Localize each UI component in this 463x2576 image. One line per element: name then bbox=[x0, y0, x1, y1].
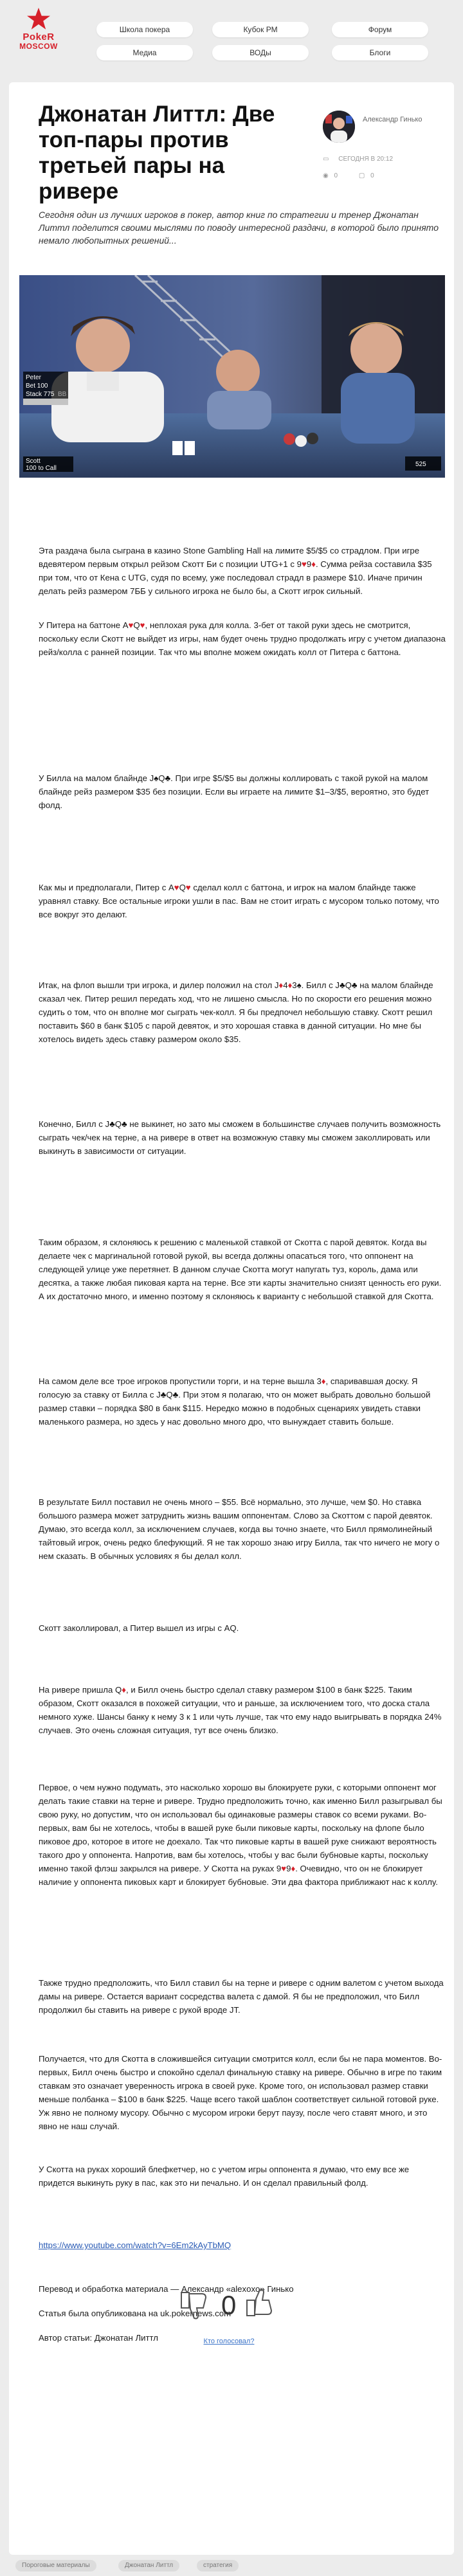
poker-table-photo-image bbox=[19, 275, 445, 478]
paragraph-12: Первое, о чем нужно подумать, это насколько хорошо вы блокируете руки, с которыми оппонент мог делать такие ставки на терне и ривере. Трудно предположить точно, как именно Билл разыгрывал бы свою руку, но допустим, что он использовал бы одинаковые размеры ставок со всеми руками. Во-первых, вам бы не хотелось, чтобы в вашей руке были пиковые карты, поскольку на флопе было пиковое дро, которое в итоге не доехало. Так что пиковые карты в вашей руке снижают вероятность такого дро у оппонента. Напротив, вам бы хотелось, чтобы у вас были бубновые карты, поскольку именно такой флэш закрылся на ривере. У Скотта на руках 9♥9♦. Очевидно, что он не блокирует наличие у оппонента пиковых карт и блокирует бубновые. Эти два фактора приближают нас к коллу. bbox=[39, 1783, 442, 1887]
hud-player1-stack: Stack 775 bbox=[26, 391, 55, 398]
paragraph-7: Таким образом, я склоняюсь к решению с маленькой ставкой от Скотта с парой девяток. Когда вы делаете чек с маргинальной готовой рукой, вы всегда должны опасаться того, что оппонент на следующей улице уже перетянет. В данном случае Скотта могут напугать туз, король, дама или десятка, а также любая пиковая карта на терне. Все эти карты значительно снизят ценность его руки. А их достаточно много, и именно поэтому я склоняюсь к варианту с небольшой ставкой для Скотта. bbox=[39, 1238, 442, 1301]
paragraph-8: На самом деле все трое игроков пропустили торги, и на терне вышла 3♦, спаривавшая доску. Я голосую за ставку от Билла с J♣Q♣. При этом я полагаю, что он может выбрать довольно большой размер ставки – порядка $80 в банк $115. Нередко можно в подобных сценариях увидеть ставки маленького размера, но здесь у нас довольно много дро, что вынуждает ставить больше. bbox=[39, 1376, 431, 1427]
tag-3[interactable]: стратегия bbox=[197, 2560, 239, 2571]
tag-1[interactable]: Пороговые материалы bbox=[15, 2560, 96, 2571]
logo-text-line2: MOSCOW bbox=[19, 42, 58, 51]
credits-translation: Перевод и обработка материала — Александр «alexoxo» Гинько bbox=[39, 2284, 294, 2294]
nav-poker-school[interactable]: Школа покера bbox=[96, 22, 193, 37]
hud-player2-name: Scott bbox=[26, 458, 41, 465]
paragraph-3: У Билла на малом блайнде J♠Q♣. При игре $5/$5 вы должны коллировать с такой рукой на малом блайнде рейз размером $35 без позиции. Если вы играете на лимите $1–3/$5, вероятно, это будет фолд. bbox=[39, 773, 430, 810]
thumbs-down-icon[interactable] bbox=[177, 2290, 210, 2321]
author-avatar[interactable] bbox=[323, 111, 355, 143]
nav-blogs[interactable]: Блоги bbox=[332, 45, 428, 60]
vote-count: 0 bbox=[221, 2290, 237, 2320]
thumbs-up-icon[interactable] bbox=[243, 2287, 275, 2318]
paragraph-2: У Питера на баттоне A♥Q♥, неплохая рука для колла. 3-бет от такой руки здесь не смотрится, поскольку если Скотт не выйдет из игры, нам будет очень трудно продолжать игру с учетом диапазона рейз/колла с ранней позиции. Так что мы вполне можем ожидать колл от Питера с баттона. bbox=[39, 620, 446, 657]
credits-author: Автор статьи: Джонатан Литтл bbox=[39, 2333, 158, 2343]
paragraph-13: Также трудно предположить, что Билл ставил бы на терне и ривере с одним валетом с учетом выхода дамы на ривере. Остается вариант сосредства валета с дамой. Я бы не предположил, что Билл продолжил бы ставить на ривере с рукой вроде JT. bbox=[39, 1978, 444, 2015]
who-voted-link[interactable]: Кто голосовал? bbox=[203, 2337, 255, 2345]
article-card bbox=[9, 82, 454, 2555]
hud-player1-name: Peter bbox=[26, 374, 41, 381]
paragraph-1: Эта раздача была сыграна в казино Stone Gambling Hall на лимите $5/$5 со страдлом. При игре вдевятером первым открыл рейзом Скотт Би с позиции UTG+1 с 9♥9♦. Сумма рейза составила $35 при том, что от Кена с UTG, судя по всему, уже последовал страдл в размере $10. Иначе причин делать рейз размером 7ББ у сильного игрока не было бы, а Скотт игрок сильный. bbox=[39, 546, 432, 596]
video-link[interactable]: https://www.youtube.com/watch?v=6Em2kAyTbMQ bbox=[39, 2240, 232, 2250]
avatar-image-icon bbox=[323, 111, 355, 143]
tag-2[interactable]: Джонатан Литтл bbox=[118, 2560, 179, 2571]
paragraph-5: Итак, на флоп вышли три игрока, и дилер положил на стол J♦4♦3♠. Билл с J♣Q♣ на малом блайнде сказал чек. Питер решил передать ход, что не лишено смысла. Но по скорости его решения можно судить о том, что он вполне мог сыграть чек-колл. Я бы предпочел небольшую ставку. Скотт решил поставить $60 в банк $105 с парой девяток, и это хорошая ставка в данной ситуации. Но мне бы хотелось видеть здесь ставку размером около $35. bbox=[39, 980, 433, 1044]
hud-player2-stack: 100 to Call bbox=[26, 465, 57, 472]
paragraph-10: Скотт заколлировал, а Питер вышел из игры с AQ. bbox=[39, 1623, 239, 1633]
nav-forum[interactable]: Форум bbox=[332, 22, 428, 37]
article-title: Джонатан Литтл: Две топ-пары против третьей пары на ривере bbox=[39, 102, 275, 204]
paragraph-14: Получается, что для Скотта в сложившейся ситуации смотрится колл, если бы не пара моментов. Во-первых, Билл очень быстро и спокойно сделал финальную ставку на ривере. Обычно в игре по таким ставкам это означает уверенность игрока в своей руке. Кроме того, он использовал размер ставки меньше полбанка – $100 в банк $225. Чаще всего такой шаблон соответствует сильной готовой руке. Уж явно не полному мусору. Обычно с мусором игроки берут паузу, после чего ставят много, и это явно не наш случай. bbox=[39, 2054, 442, 2131]
hud-player1-extra: BB bbox=[58, 391, 67, 398]
paragraph-4: Как мы и предполагали, Питер с A♥Q♥ сделал колл с баттона, и игрок на малом блайнде также уравнял ставку. Все остальные игроки ушли в пас. Вам не стоит играть с мусором только потому, что все вокруг это делают. bbox=[39, 883, 439, 919]
publish-date: СЕГОДНЯ В 20:12 bbox=[338, 156, 394, 163]
hud-player1-bet: Bet 100 bbox=[26, 383, 48, 390]
stats-row bbox=[323, 172, 374, 179]
star-logo-icon bbox=[26, 6, 51, 32]
site-logo[interactable] bbox=[12, 6, 66, 71]
comments-count[interactable]: 0 bbox=[370, 172, 374, 179]
hud-right-stack: 525 bbox=[415, 461, 426, 468]
nav-vod[interactable]: ВОДы bbox=[212, 45, 309, 60]
publish-date-row bbox=[323, 156, 393, 163]
logo-text-line1: PokeR bbox=[23, 32, 55, 42]
nav-rm-cup[interactable]: Кубок РМ bbox=[212, 22, 309, 37]
vote-area bbox=[177, 2287, 280, 2358]
author-name[interactable]: Александр Гинько bbox=[363, 116, 422, 123]
comment-icon: ▢ bbox=[358, 172, 365, 179]
paragraph-6: Конечно, Билл с J♣Q♣ не выкинет, но зато мы сможем в большинстве случаев получить возможность сыграть чек/чек на терне, а на ривере в ответ на возможную ставку мы сможем заколлировать или выкинуть в зависимости от ситуации. bbox=[39, 1119, 441, 1156]
credits-source: Статья была опубликована на uk.pokernews.com bbox=[39, 2309, 232, 2318]
article-photo bbox=[19, 275, 445, 478]
nav-media[interactable]: Медиа bbox=[96, 45, 193, 60]
calendar-icon: ▭ bbox=[323, 156, 329, 163]
site-header bbox=[0, 0, 463, 77]
article-lead: Сегодня один из лучших игроков в покер, автор книг по стратегии и тренер Джонатан Литтл поделится своими мыслями по поводу интересной раздачи, в которой было принято немало любопытных решений... bbox=[39, 210, 439, 246]
paragraph-11: На ривере пришла Q♦, и Билл очень быстро сделал ставку размером $100 в банк $225. Таким образом, Скотт оказался в похожей ситуации, что и раньше, за исключением того, что доска стала немного хуже. Шансы банку к нему 3 к 1 или чуть лучше, так что ему надо выигрывать в порядка 24% случаев. Это очень сложная ситуация, тут все очень близко. bbox=[39, 1685, 442, 1735]
paragraph-9: В результате Билл поставил не очень много – $55. Всё нормально, это лучше, чем $0. Но ставка большого размера может затруднить жизнь вашим оппонентам. Слово за Скоттом с парой девяток. Думаю, это всегда колл, за исключением случаев, когда вы точно знаете, что Билл прямолинейный тайтовый игрок, очень редко блефующий. Я не так хорошо знаю игру Билла, так что ничего не могу о нем сказать. В обычных условиях я бы делал колл. bbox=[39, 1497, 440, 1561]
paragraph-15: У Скотта на руках хороший блефкетчер, но с учетом игры оппонента я думаю, что ему все же придется выкинуть руку в пас, как это ни печально. И он сделал правильный фолд. bbox=[39, 2165, 410, 2188]
eye-icon: ◉ bbox=[323, 172, 329, 179]
views-count: 0 bbox=[334, 172, 338, 179]
